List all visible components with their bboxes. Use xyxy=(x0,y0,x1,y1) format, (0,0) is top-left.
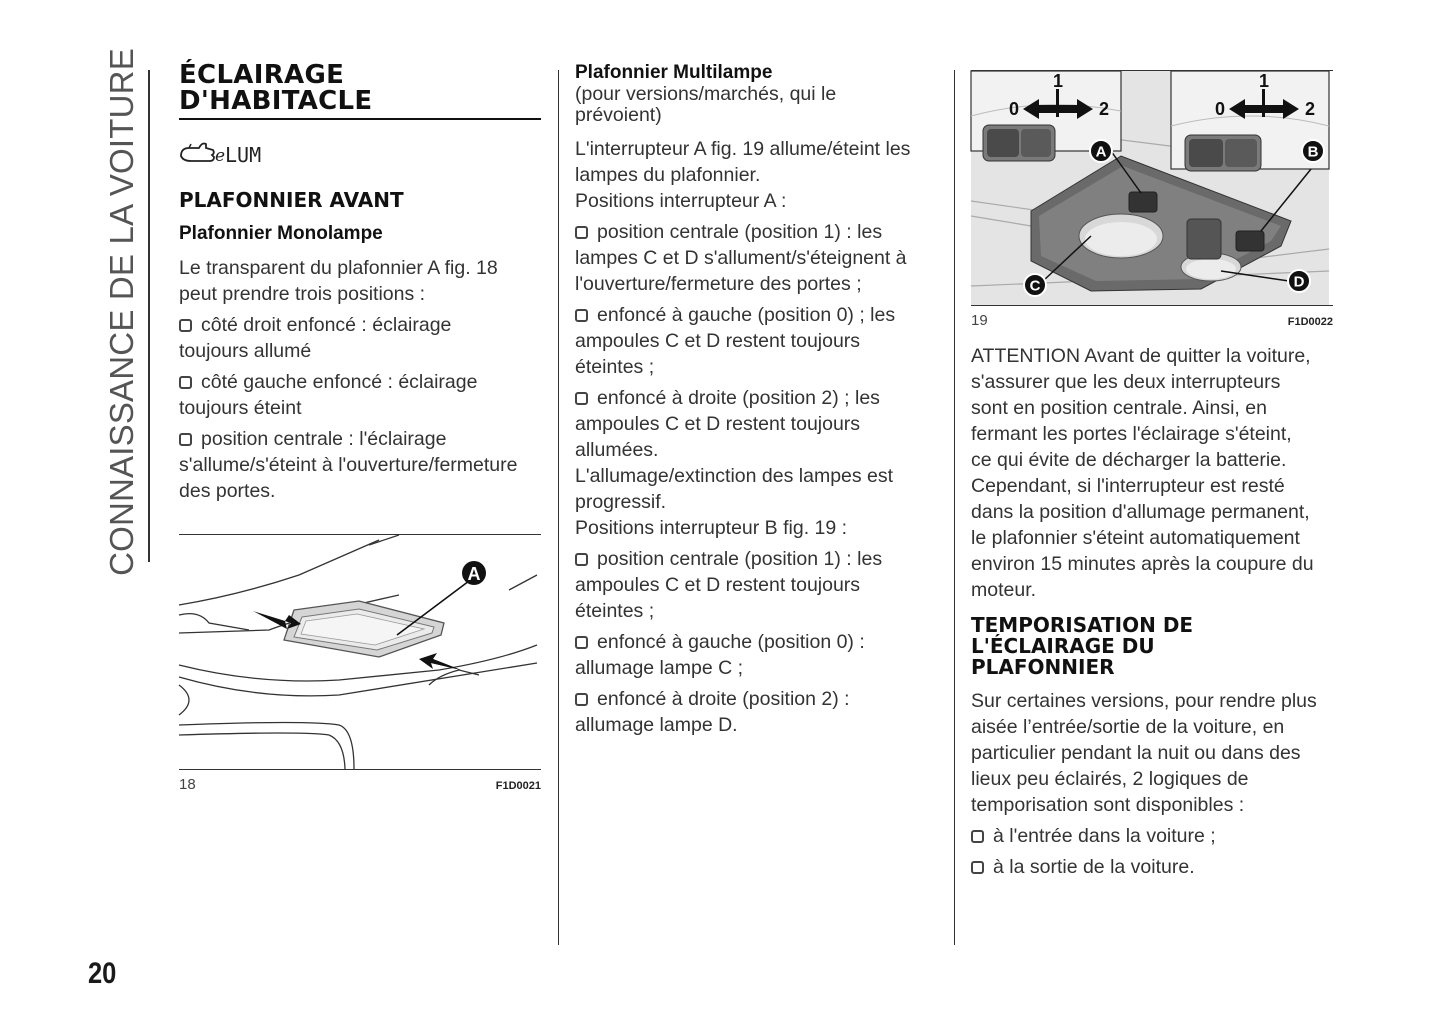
list-item-text: toujours éteint xyxy=(179,397,302,419)
paragraph-line: Cependant, si l'interrupteur est resté xyxy=(971,475,1285,497)
checkbox-bullet-icon xyxy=(575,309,588,322)
paragraph-line: temporisation sont disponibles : xyxy=(971,794,1245,816)
list-item xyxy=(179,369,541,421)
subtitle xyxy=(575,84,937,126)
checkbox-bullet-icon xyxy=(575,392,588,405)
list-item xyxy=(575,385,937,463)
list-item xyxy=(575,629,937,681)
list-item-text: position centrale (position 1) : les xyxy=(597,221,883,243)
paragraph-line: aisée l’entrée/sortie de la voiture, en xyxy=(971,716,1285,738)
list-item xyxy=(575,219,937,297)
list-item-text: côté droit enfoncé : éclairage xyxy=(201,314,452,336)
paragraph-line: Sur certaines versions, pour rendre plus xyxy=(971,690,1317,712)
paragraph-line: lampes du plafonnier. xyxy=(575,164,761,186)
list-item-text: ampoules C et D restent toujours xyxy=(575,413,861,435)
subsection-title-multilampe: Plafonnier Multilampe xyxy=(575,62,773,83)
attention-paragraph xyxy=(971,343,1333,603)
ceiling-lamp-illustration xyxy=(179,535,537,769)
callout-a-label: A xyxy=(467,564,481,584)
figure-18-caption xyxy=(179,776,541,793)
figure-code: F1D0021 xyxy=(495,780,541,792)
checkbox-bullet-icon xyxy=(179,376,192,389)
list-item-text: allumage lampe D. xyxy=(575,714,738,736)
hand-pointer-elum-icon xyxy=(179,136,541,182)
section-title-plafonnier-avant: PLAFONNIER AVANT xyxy=(179,188,404,212)
figure-18 xyxy=(179,534,541,770)
paragraph-line: le plafonnier s'éteint automatiquement xyxy=(971,527,1300,549)
column-divider-2 xyxy=(954,70,955,945)
list-item xyxy=(575,546,937,624)
paragraph-line: lieux peu éclairés, 2 logiques de xyxy=(971,768,1249,790)
paragraph-line: dans la position d'allumage permanent, xyxy=(971,501,1310,523)
position-2-label: 2 xyxy=(1099,99,1110,119)
multilamp-illustration xyxy=(971,71,1329,305)
section-title-temporisation xyxy=(971,615,1333,678)
paragraph-line: s'assurer que les deux interrupteurs xyxy=(971,371,1281,393)
list-item xyxy=(971,854,1333,880)
intro-paragraph xyxy=(179,255,541,307)
section-title-line: PLAFONNIER xyxy=(971,655,1115,679)
checkbox-bullet-icon xyxy=(179,433,192,446)
intro-line: peut prendre trois positions : xyxy=(179,283,426,305)
paragraph xyxy=(971,688,1333,818)
list-item xyxy=(179,312,541,364)
paragraph-line: L'interrupteur A fig. 19 allume/éteint les xyxy=(575,138,911,160)
main-title-line2: D'HABITACLE xyxy=(179,86,373,116)
list-item-text: à l'entrée dans la voiture ; xyxy=(993,825,1216,847)
paragraph xyxy=(575,463,937,541)
list-item-text: position centrale : l'éclairage xyxy=(201,428,447,450)
subtitle-line: (pour versions/marchés, qui le xyxy=(575,83,837,105)
paragraph-line: ATTENTION Avant de quitter la voiture, xyxy=(971,345,1311,367)
column-3 xyxy=(971,62,1333,880)
list-item xyxy=(575,302,937,380)
figure-code: F1D0022 xyxy=(1287,316,1333,328)
list-item-text: enfoncé à droite (position 2) : xyxy=(597,688,850,710)
list-item-text: allumées. xyxy=(575,439,659,461)
list-item-text: l'ouverture/fermeture des portes ; xyxy=(575,273,862,295)
paragraph-line: Positions interrupteur B fig. 19 : xyxy=(575,517,848,539)
list-item-text: toujours allumé xyxy=(179,340,312,362)
chapter-side-title xyxy=(100,48,144,576)
paragraph xyxy=(575,136,937,214)
list-item xyxy=(575,686,937,738)
paragraph-line: ce qui évite de décharger la batterie. xyxy=(971,449,1287,471)
svg-text:LUM: LUM xyxy=(225,143,262,167)
checkbox-bullet-icon xyxy=(575,553,588,566)
checkbox-bullet-icon xyxy=(575,693,588,706)
list-item-text: enfoncé à gauche (position 0) ; les xyxy=(597,304,896,326)
position-1-label: 1 xyxy=(1053,71,1064,91)
paragraph-line: environ 15 minutes après la coupure du xyxy=(971,553,1314,575)
checkbox-bullet-icon xyxy=(575,226,588,239)
chapter-side-title-text: CONNAISSANCE DE LA VOITURE xyxy=(103,48,140,576)
position-2-label: 2 xyxy=(1305,99,1316,119)
position-0-label: 0 xyxy=(1009,99,1020,119)
paragraph-line: sont en position centrale. Ainsi, en xyxy=(971,397,1267,419)
section-title-line: TEMPORISATION DE xyxy=(971,613,1194,637)
side-divider xyxy=(148,70,150,562)
column-2 xyxy=(575,62,937,738)
column-1 xyxy=(179,62,541,793)
subsection-title-monolampe: Plafonnier Monolampe xyxy=(179,223,383,244)
position-1-label: 1 xyxy=(1259,71,1270,91)
list-item-text: allumage lampe C ; xyxy=(575,657,743,679)
callout-b-label: B xyxy=(1307,143,1319,161)
list-item-text: à la sortie de la voiture. xyxy=(993,856,1195,878)
checkbox-bullet-icon xyxy=(971,830,984,843)
list-item-text: position centrale (position 1) : les xyxy=(597,548,883,570)
paragraph-line: particulier pendant la nuit ou dans des xyxy=(971,742,1301,764)
callout-a-label: A xyxy=(1095,143,1107,161)
list-item xyxy=(971,823,1333,849)
main-title xyxy=(179,62,541,114)
paragraph-line: fermant les portes l'éclairage s'éteint, xyxy=(971,423,1292,445)
title-underline xyxy=(179,118,541,120)
paragraph-line: progressif. xyxy=(575,491,667,513)
callout-d-label: D xyxy=(1293,273,1305,291)
section-title-line: L'ÉCLAIRAGE DU xyxy=(971,634,1155,658)
list-item-text: s'allume/s'éteint à l'ouverture/fermeture xyxy=(179,454,518,476)
main-title-line1: ÉCLAIRAGE xyxy=(179,60,345,90)
intro-line: Le transparent du plafonnier A fig. 18 xyxy=(179,257,498,279)
figure-19-caption xyxy=(971,312,1333,329)
list-item-text: enfoncé à gauche (position 0) : xyxy=(597,631,865,653)
list-item-text: éteintes ; xyxy=(575,356,655,378)
list-item-text: ampoules C et D restent toujours xyxy=(575,574,861,596)
list-item-text: côté gauche enfoncé : éclairage xyxy=(201,371,478,393)
figure-number: 18 xyxy=(179,776,196,793)
list-item-text: enfoncé à droite (position 2) ; les xyxy=(597,387,880,409)
checkbox-bullet-icon xyxy=(179,319,192,332)
paragraph-line: L'allumage/extinction des lampes est xyxy=(575,465,894,487)
callout-c-label: C xyxy=(1029,277,1041,295)
checkbox-bullet-icon xyxy=(971,861,984,874)
position-0-label: 0 xyxy=(1215,99,1226,119)
figure-19 xyxy=(971,70,1333,306)
figure-number: 19 xyxy=(971,312,988,329)
column-divider-1 xyxy=(558,70,559,945)
list-item-text: éteintes ; xyxy=(575,600,655,622)
list-item-text: lampes C et D s'allument/s'éteignent à xyxy=(575,247,907,269)
list-item xyxy=(179,426,541,504)
list-item-text: des portes. xyxy=(179,480,276,502)
list-item-text: ampoules C et D restent toujours xyxy=(575,330,861,352)
svg-text:e: e xyxy=(215,146,226,166)
page-number: 20 xyxy=(88,957,117,990)
paragraph-line: moteur. xyxy=(971,579,1037,601)
subtitle-line: prévoient) xyxy=(575,104,662,126)
checkbox-bullet-icon xyxy=(575,636,588,649)
paragraph-line: Positions interrupteur A : xyxy=(575,190,787,212)
